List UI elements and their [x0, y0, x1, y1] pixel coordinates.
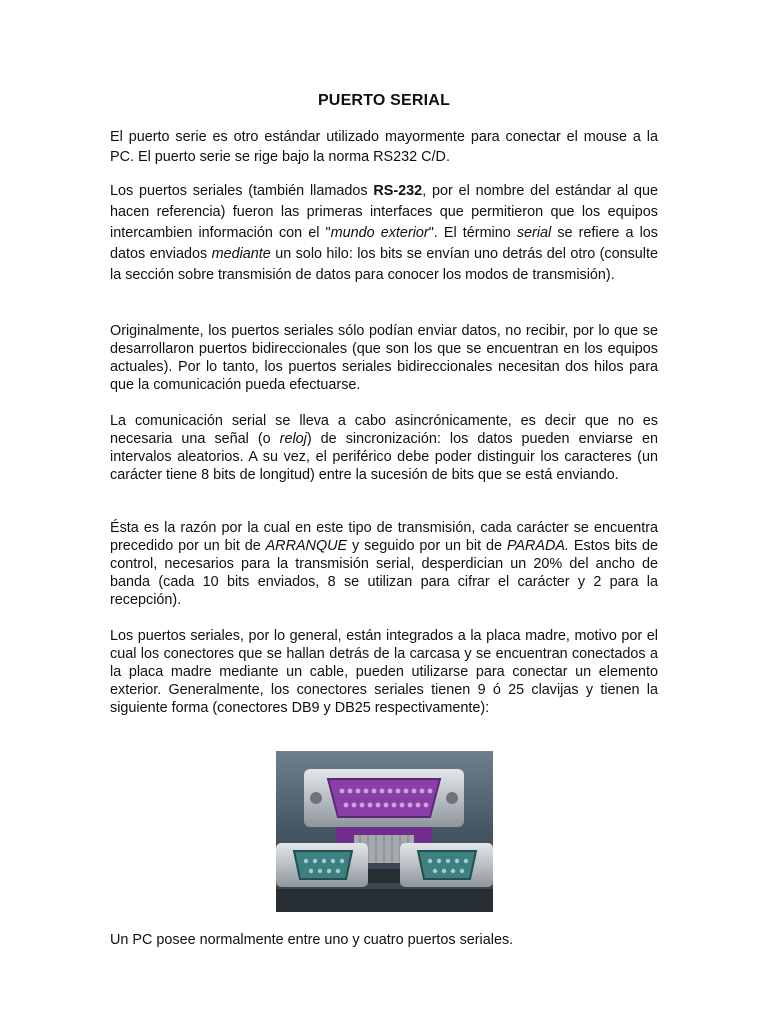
paragraph-intro: El puerto serie es otro estándar utilizado mayormente para conectar el mouse a la PC. El puerto serie se rige bajo la norma RS232 C/D.: [110, 129, 658, 165]
db25-connector: [328, 779, 440, 817]
term-mundo-exterior: mundo exterior: [330, 225, 429, 241]
paragraph-closing: Un PC posee normalmente entre uno y cuatro puertos seriales.: [110, 932, 514, 948]
db9-left-connector: [294, 851, 352, 879]
serial-connectors-illustration: [276, 751, 493, 912]
paragraph-rs232: [110, 181, 658, 286]
text-run: , por el nombre del estándar al que hacen referencia) fueron las primeras interfaces que permitieron que los equipos intercambien información con el ": [110, 183, 659, 241]
term-arranque: ARRANQUE: [265, 538, 348, 554]
text-run: ". El término: [428, 225, 517, 241]
text-run: Ésta es la razón por la cual en este tipo de transmisión, cada carácter se encuentra precedido por un bit de: [110, 520, 658, 554]
text-run: La comunicación serial se lleva a cabo asincrónicamente, es decir que no es necesaria una señal (o: [110, 413, 658, 447]
page-title: PUERTO SERIAL: [317, 92, 451, 109]
term-parada: PARADA.: [506, 538, 569, 554]
db9-right-connector: [418, 851, 476, 879]
paragraph-connectors: Los puertos seriales, por lo general, están integrados a la placa madre, motivo por el cual los conectores que se hallan detrás de la carcasa y se encuentran conectados a la placa madre mediante un cable, pueden utilizarse para conectar un elemento exterior. Generalmente, los conectores seriales tienen 9 ó 25 clavijas y tienen la siguiente forma (conectores DB9 y DB25 respectivamente):: [110, 628, 658, 716]
term-reloj: reloj: [279, 431, 307, 447]
text-run: se refiere a los datos enviados: [110, 225, 658, 262]
text-run: ) de sincronización: los datos pueden enviarse en intervalos aleatorios. A su vez, el periférico debe poder distinguir los caracteres (un carácter tiene 8 bits de longitud) entre la sucesión de bits que se está enviando.: [110, 431, 658, 483]
paragraph-async: [110, 412, 658, 484]
term-mediante: mediante: [211, 246, 271, 262]
text-run: Estos bits de control, necesarios para la transmisión serial, desperdician un 20% del ancho de banda (cada 10 bits enviados, 8 se utilizan para cifrar el carácter y 2 para la recepción).: [110, 538, 658, 608]
term-serial: serial: [516, 225, 552, 241]
term-rs232: RS-232: [373, 183, 423, 199]
text-run: un solo hilo: los bits se envían uno detrás del otro (consulte la sección sobre transmisión de datos para conocer los modos de transmisión).: [110, 246, 658, 283]
paragraph-start-stop-bits: [110, 519, 658, 609]
paragraph-bidirectional: Originalmente, los puertos seriales sólo podían enviar datos, no recibir, por lo que se desarrollaron puertos bidireccionales (que son los que se encuentran en los equipos actuales). Por lo tanto, los puertos seriales bidireccionales necesitan dos hilos para que la comunicación pueda efectuarse.: [110, 323, 658, 393]
text-run: y seguido por un bit de: [347, 538, 507, 554]
text-run: Los puertos seriales (también llamados: [110, 183, 374, 199]
serial-connectors-photo: [276, 751, 493, 912]
